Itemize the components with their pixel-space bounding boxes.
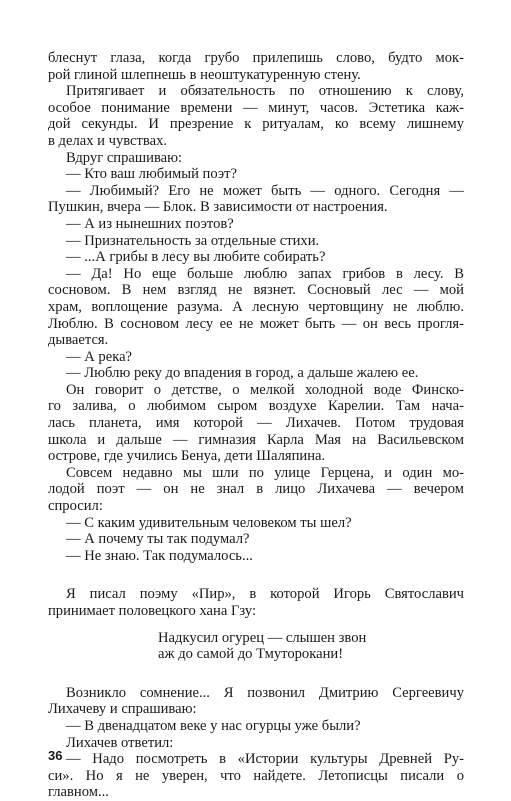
text-line: блеснут глаза, когда грубо прилепишь слово, будто мок- xyxy=(48,50,464,66)
text-line: — В двенадцатом веке у нас огурцы уже были? xyxy=(66,717,361,734)
text-line: Лихачеву и спрашиваю: xyxy=(48,701,197,718)
page-number: 36 xyxy=(48,748,63,763)
text-line: лась планета, имя которой — Лихачев. Потом трудовая xyxy=(48,415,464,432)
text-line: Лихачев ответил: xyxy=(66,734,174,751)
text-line: — А река? xyxy=(66,348,133,365)
text-line: сосновом. В нем взгляд не вязнет. Сосновый лес — мой xyxy=(48,282,464,299)
poem-line: Надкусил огурец — слышен звон xyxy=(158,629,367,646)
text-page xyxy=(48,50,464,801)
text-line: Пушкин, вчера — Блок. В зависимости от настроения. xyxy=(48,199,388,216)
text-line: принимает половецкого хана Гзу: xyxy=(48,603,257,619)
text-line: — С каким удивительным человеком ты шел? xyxy=(66,514,352,531)
text-line: острове, где учились Бенуа, дети Шаляпина. xyxy=(48,448,326,465)
text-line: особое понимание времени — минут, часов. Эстетика каж- xyxy=(48,99,464,116)
poem-quote xyxy=(48,630,464,663)
text-line: Совсем недавно мы шли по улице Герцена, и один мо- xyxy=(66,464,464,481)
text-line: в делах и чувствах. xyxy=(48,132,168,149)
text-line: лодой поэт — он не знал в лицо Лихачева — вечером xyxy=(48,481,464,498)
text-line: — А почему ты так подумал? xyxy=(66,531,250,548)
text-line: рой глиной шлепнешь в неоштукатуренную стену. xyxy=(48,66,361,83)
text-line: Он говорит о детстве, о мелкой холодной воде Финско- xyxy=(66,381,464,398)
text-line: — Да! Но еще больше люблю запах грибов в лесу. В xyxy=(66,265,464,282)
text-line: Возникло сомнение... Я позвонил Дмитрию Сергеевичу xyxy=(66,684,464,701)
text-line: дывается. xyxy=(48,332,109,349)
text-line: Вдруг спрашиваю: xyxy=(66,149,183,166)
text-line: главном... xyxy=(48,784,109,801)
text-line: го залива, о любимом сыром воздухе Карелии. Там нача- xyxy=(48,398,464,415)
text-line: храм, воплощение разума. А лесную чертовщину не люблю. xyxy=(48,298,464,315)
text-line: дой секунды. И презрение к ритуалам, ко всему лишнему xyxy=(48,116,464,133)
text-line: — Люблю реку до впадения в город, а дальше жалею ее. xyxy=(66,365,419,382)
text-line: си». Но я не уверен, что найдете. Летописцы писали о xyxy=(48,767,464,784)
text-line: — А из нынешних поэтов? xyxy=(66,215,234,232)
text-line: — ...А грибы в лесу вы любите собирать? xyxy=(66,249,326,266)
text-line: Притягивает и обязательность по отношению к слову, xyxy=(66,83,464,100)
text-line: — Кто ваш любимый поэт? xyxy=(66,166,237,183)
text-line: — Любимый? Его не может быть — одного. Сегодня — xyxy=(66,182,464,199)
text-line: школа и дальше — гимназия Карла Мая на Васильевском xyxy=(48,431,464,448)
poem-line: аж до самой до Тмуторокани! xyxy=(158,646,344,663)
text-line: Я писал поэму «Пир», в которой Игорь Святославич xyxy=(66,586,464,603)
text-line: спросил: xyxy=(48,498,103,515)
text-line: — Не знаю. Так подумалось... xyxy=(66,547,253,564)
text-line: Люблю. В сосновом лесу ее не может быть — он весь прогля- xyxy=(48,315,464,332)
text-line: — Признательность за отдельные стихи. xyxy=(66,232,320,249)
text-line: — Надо посмотреть в «Истории культуры Древней Ру- xyxy=(66,751,464,768)
